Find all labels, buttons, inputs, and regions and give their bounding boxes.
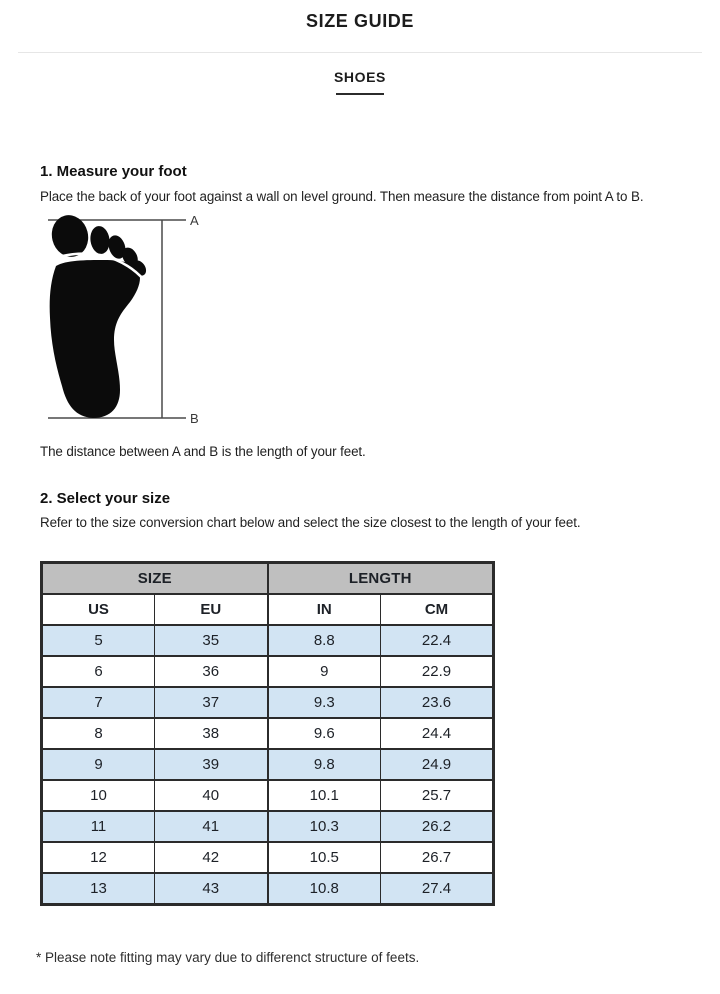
category-title: SHOES (333, 69, 386, 85)
table-cell: 41 (155, 811, 268, 842)
table-cell: 24.4 (381, 718, 494, 749)
table-cell: 9 (268, 656, 381, 687)
fitting-disclaimer: * Please note fitting may vary due to differenct structure of feets. (36, 950, 420, 965)
select-section-heading: 2. Select your size (40, 490, 171, 507)
table-cell: 8.8 (268, 625, 381, 656)
table-cell: 9.8 (268, 749, 381, 780)
table-cell: 10.3 (268, 811, 381, 842)
table-cell: 43 (155, 873, 268, 905)
table-cell: 10.1 (268, 780, 381, 811)
column-header-cm: CM (381, 594, 494, 625)
table-cell: 9 (42, 749, 155, 780)
table-cell: 27.4 (381, 873, 494, 905)
table-row (42, 656, 494, 687)
table-cell: 10.5 (268, 842, 381, 873)
table-cell: 9.3 (268, 687, 381, 718)
measure-section-note: The distance between A and B is the length of your feet. (40, 444, 366, 459)
table-cell: 5 (42, 625, 155, 656)
table-cell: 40 (155, 780, 268, 811)
table-cell: 39 (155, 749, 268, 780)
group-header-length: LENGTH (268, 563, 494, 595)
table-row (42, 749, 494, 780)
category-underline (336, 93, 384, 95)
table-cell: 11 (42, 811, 155, 842)
table-row (42, 625, 494, 656)
measure-section-heading: 1. Measure your foot (40, 163, 187, 180)
table-cell: 7 (42, 687, 155, 718)
foot-measurement-diagram (40, 210, 215, 430)
size-conversion-table-wrap (40, 561, 495, 906)
size-conversion-table (40, 561, 495, 906)
table-cell: 35 (155, 625, 268, 656)
table-cell: 8 (42, 718, 155, 749)
table-row (42, 873, 494, 905)
measure-section-text: Place the back of your foot against a wall on level ground. Then measure the distance from point A to B. (40, 189, 644, 204)
table-cell: 38 (155, 718, 268, 749)
table-row (42, 811, 494, 842)
table-cell: 37 (155, 687, 268, 718)
column-header-us: US (42, 594, 155, 625)
foot-silhouette-icon (47, 211, 149, 418)
table-cell: 42 (155, 842, 268, 873)
table-row (42, 780, 494, 811)
table-cell: 12 (42, 842, 155, 873)
table-cell: 26.7 (381, 842, 494, 873)
table-cell: 22.9 (381, 656, 494, 687)
table-row (42, 718, 494, 749)
column-header-eu: EU (155, 594, 268, 625)
table-cell: 23.6 (381, 687, 494, 718)
table-cell: 26.2 (381, 811, 494, 842)
column-header-row (42, 594, 494, 625)
table-cell: 10 (42, 780, 155, 811)
diagram-label-b: B (190, 411, 199, 426)
table-row (42, 687, 494, 718)
table-cell: 24.9 (381, 749, 494, 780)
table-cell: 36 (155, 656, 268, 687)
size-table-head (42, 563, 494, 626)
diagram-label-a: A (190, 213, 199, 228)
column-header-in: IN (268, 594, 381, 625)
table-cell: 25.7 (381, 780, 494, 811)
table-cell: 13 (42, 873, 155, 905)
group-header-size: SIZE (42, 563, 268, 595)
header-divider (18, 52, 702, 53)
table-cell: 9.6 (268, 718, 381, 749)
page-title: SIZE GUIDE (305, 11, 414, 31)
group-header-row (42, 563, 494, 595)
table-cell: 10.8 (268, 873, 381, 905)
table-row (42, 842, 494, 873)
table-cell: 22.4 (381, 625, 494, 656)
size-table-body (42, 625, 494, 905)
select-section-text: Refer to the size conversion chart below and select the size closest to the length of your feet. (40, 515, 581, 530)
table-cell: 6 (42, 656, 155, 687)
